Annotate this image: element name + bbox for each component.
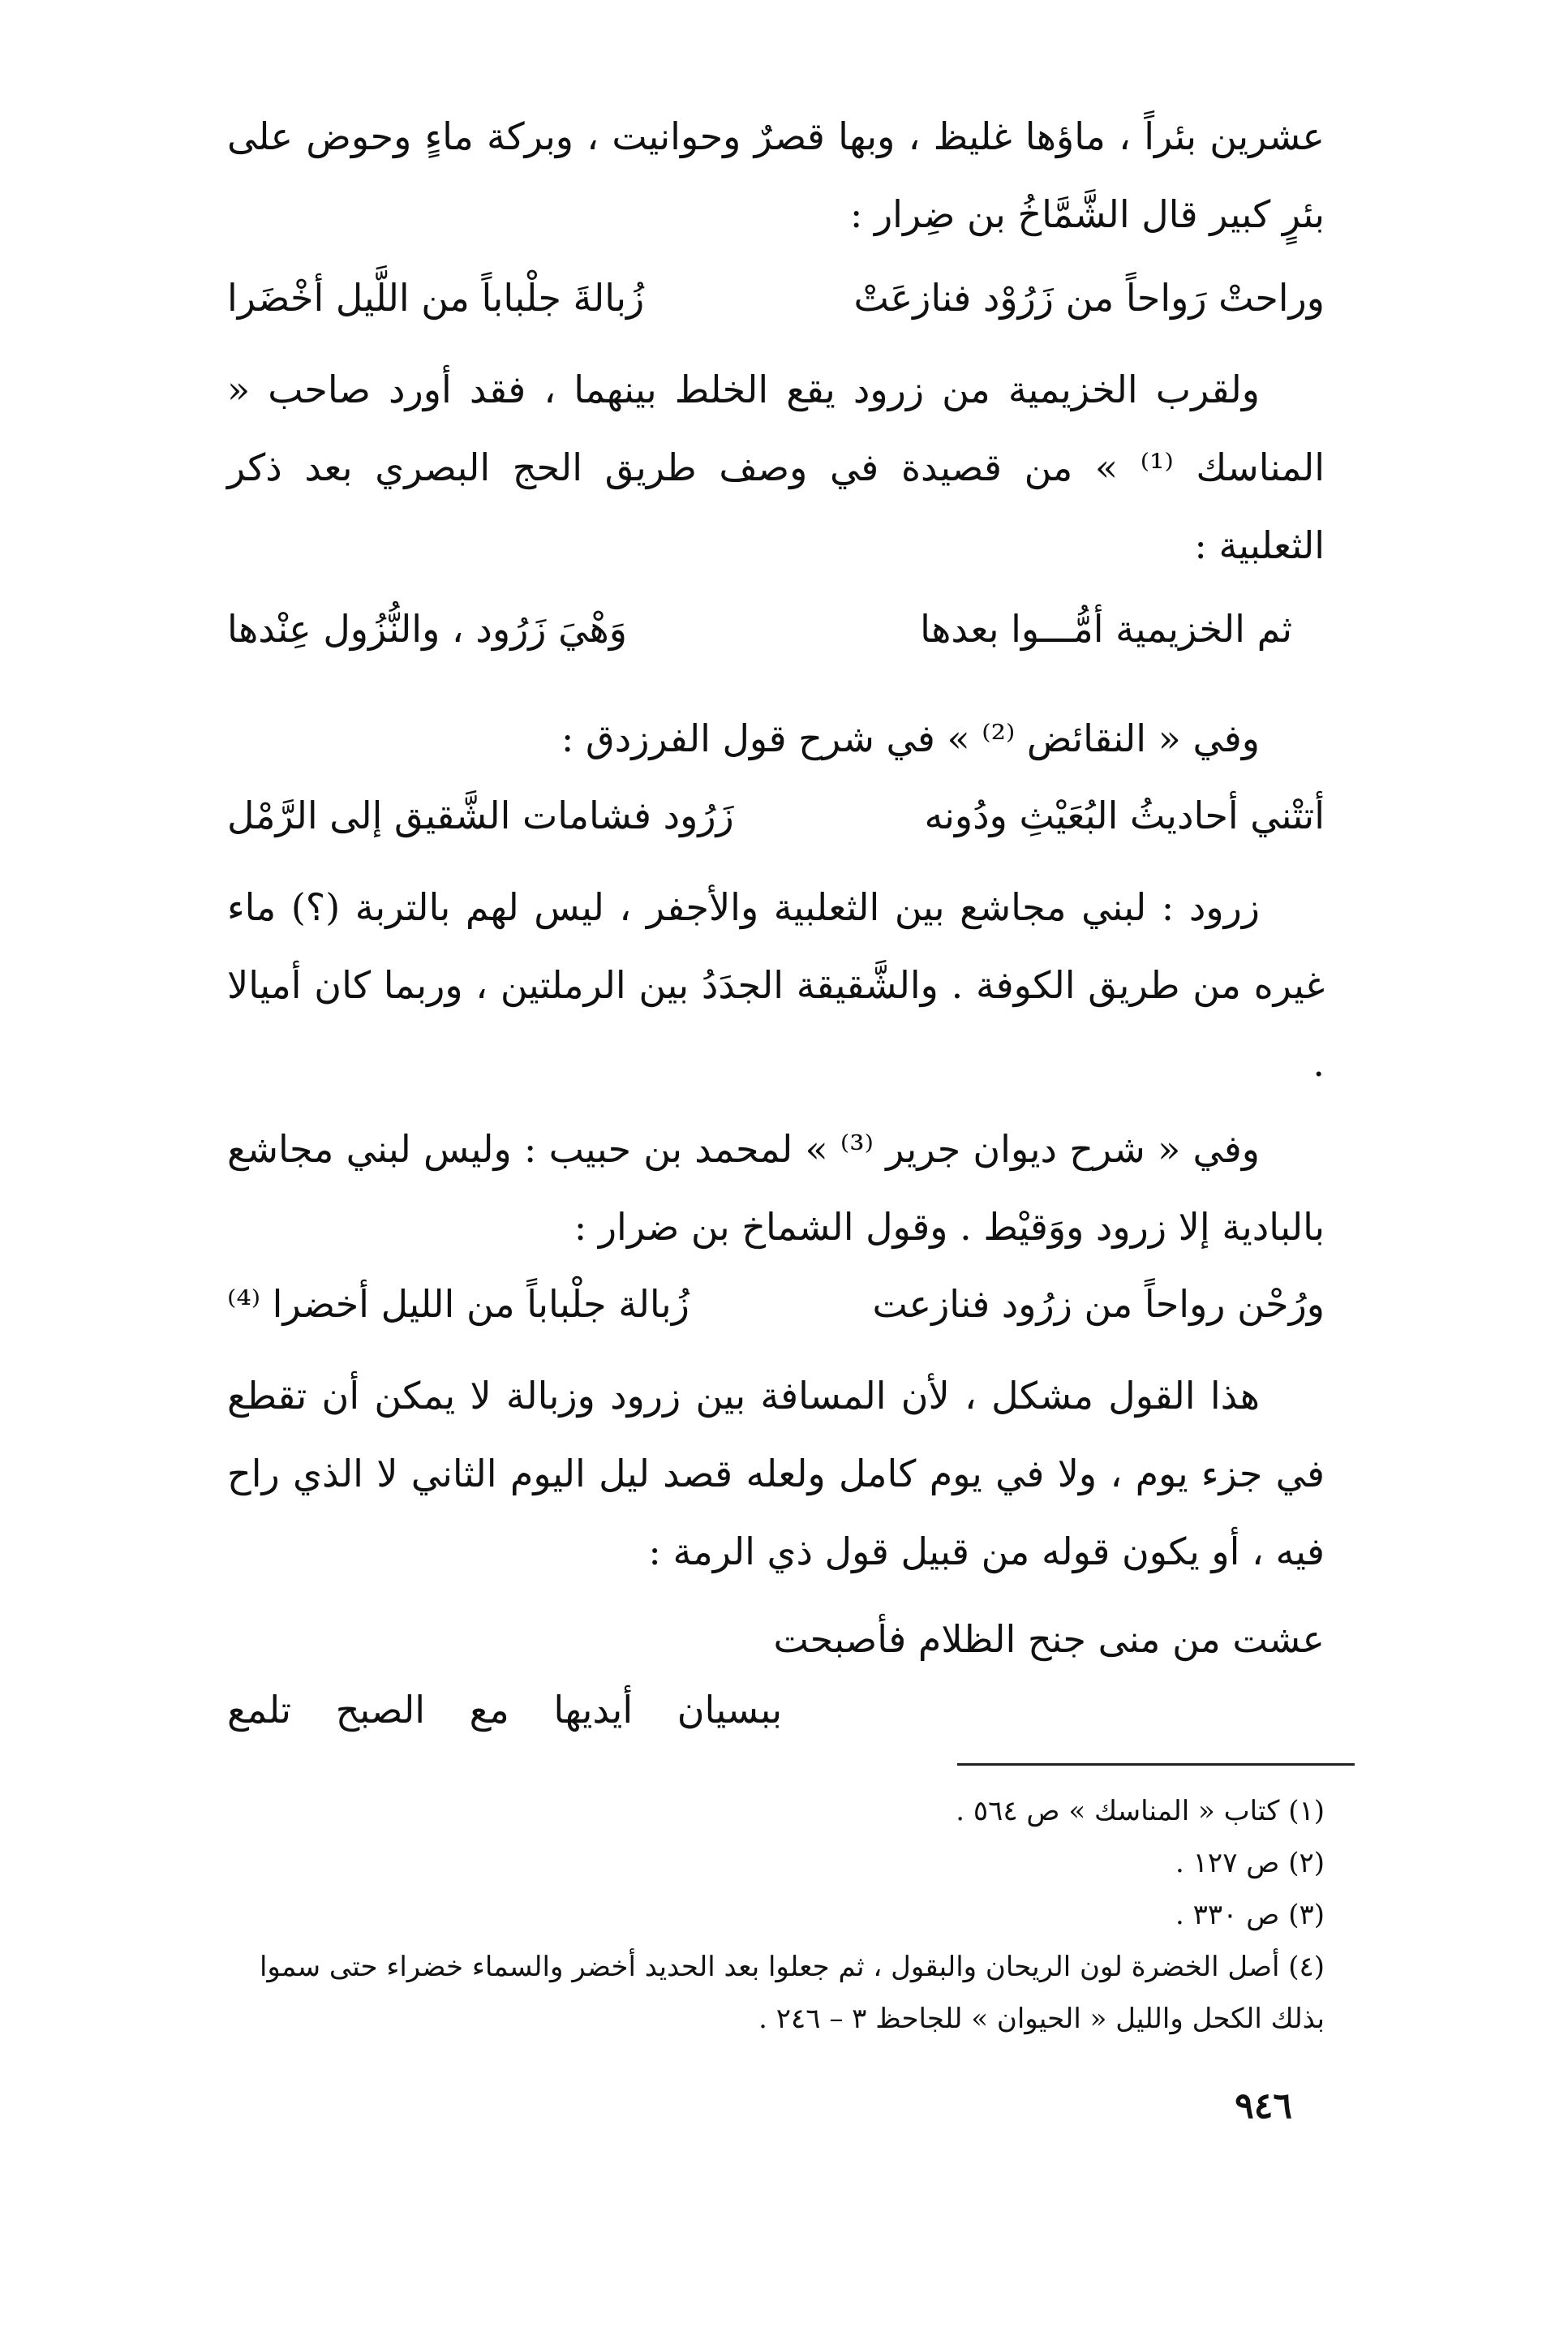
verse-2-second-hemistich: وَهْيَ زَرُود ، والنُّزُول عِنْدها	[227, 607, 627, 651]
verse-4-second-hemistich: زُبالة جلْباباً من الليل أخضرا ⁽⁴⁾	[227, 1282, 689, 1326]
paragraph-2: ولقرب الخزيمية من زرود يقع الخلط بينهما ، فقد أورد صاحب « المناسك ⁽¹⁾ » من قصيدة في وصف طريق الحج البصري بعد ذكر الثعلبية :	[227, 368, 1325, 567]
verse-5-line-1	[227, 1603, 1325, 1676]
paragraph-5: وفي « شرح ديوان جرير ⁽³⁾ » لمحمد بن حبيب : وليس لبني مجاشع بالبادية إلا زرود ووَقيْط . وقول الشماخ بن ضرار :	[227, 1127, 1325, 1249]
verse-5-line-2	[227, 1673, 1325, 1746]
footnote-1: (١) كتاب « المناسك » ص ٥٦٤ .	[956, 1795, 1325, 1827]
verse-1	[227, 261, 1325, 334]
paragraph-6: هذا القول مشكل ، لأن المسافة بين زرود وزبالة لا يمكن أن تقطع في جزء يوم ، ولا في يوم كامل ولعله قصد ليل اليوم الثاني لا الذي راح فيه ، أو يكون قوله من قبيل قول ذي الرمة :	[227, 1374, 1325, 1573]
verse-2	[227, 592, 1325, 665]
footnote-2: (٢) ص ١٢٧ .	[1175, 1847, 1325, 1879]
verse-5-second-line: ببسيان أيديها مع الصبح تلمع	[227, 1688, 783, 1732]
verse-3	[227, 779, 1325, 852]
verse-4-first-hemistich: ورُحْن رواحاً من زرُود فنازعت	[872, 1282, 1325, 1326]
page-number: ٩٤٦	[1235, 2085, 1292, 2127]
verse-3-second-hemistich: زَرُود فشامات الشَّقيق إلى الرَّمْل	[227, 794, 734, 837]
verse-2-first-hemistich: ثم الخزيمية أمُّـــوا بعدها	[920, 607, 1292, 651]
verse-3-first-hemistich: أتتْني أحاديثُ البُعَيْثِ ودُونه	[924, 794, 1325, 837]
footnote-4: (٤) أصل الخضرة لون الريحان والبقول ، ثم جعلوا بعد الحديد أخضر والسماء خضراء حتى سموا بذلك الكحل والليل « الحيوان » للجاحظ ٣ – ٢٤٦ .	[259, 1951, 1325, 2035]
paragraph-1: عشرين بئراً ، ماؤها غليظ ، وبها قصرٌ وحوانيت ، وبركة ماءٍ وحوض على بئرٍ كبير قال الشَّمَّاخُ بن ضِرار :	[227, 114, 1325, 236]
verse-5-first-line: عشت من منى جنح الظلام فأصبحت	[773, 1617, 1325, 1661]
paragraph-3: وفي « النقائض ⁽²⁾ » في شرح قول الفرزدق :	[561, 716, 1260, 760]
paragraph-4: زرود : لبني مجاشع بين الثعلبية والأجفر ، ليس لهم بالتربة (؟) ماء غيره من طريق الكوفة . والشَّقيقة الجدَدُ بين الرملتين ، وربما كان أميالا .	[227, 885, 1325, 1085]
verse-4	[227, 1267, 1325, 1340]
verse-1-second-hemistich: زُبالةَ جلْباباً من اللَّيل أخْضَرا	[227, 276, 645, 320]
verse-1-first-hemistich: وراحتْ رَواحاً من زَرُوْد فنازعَتْ	[853, 276, 1325, 320]
footnote-3: (٣) ص ٣٣٠ .	[1175, 1899, 1325, 1931]
footnote-separator	[957, 1763, 1355, 1766]
